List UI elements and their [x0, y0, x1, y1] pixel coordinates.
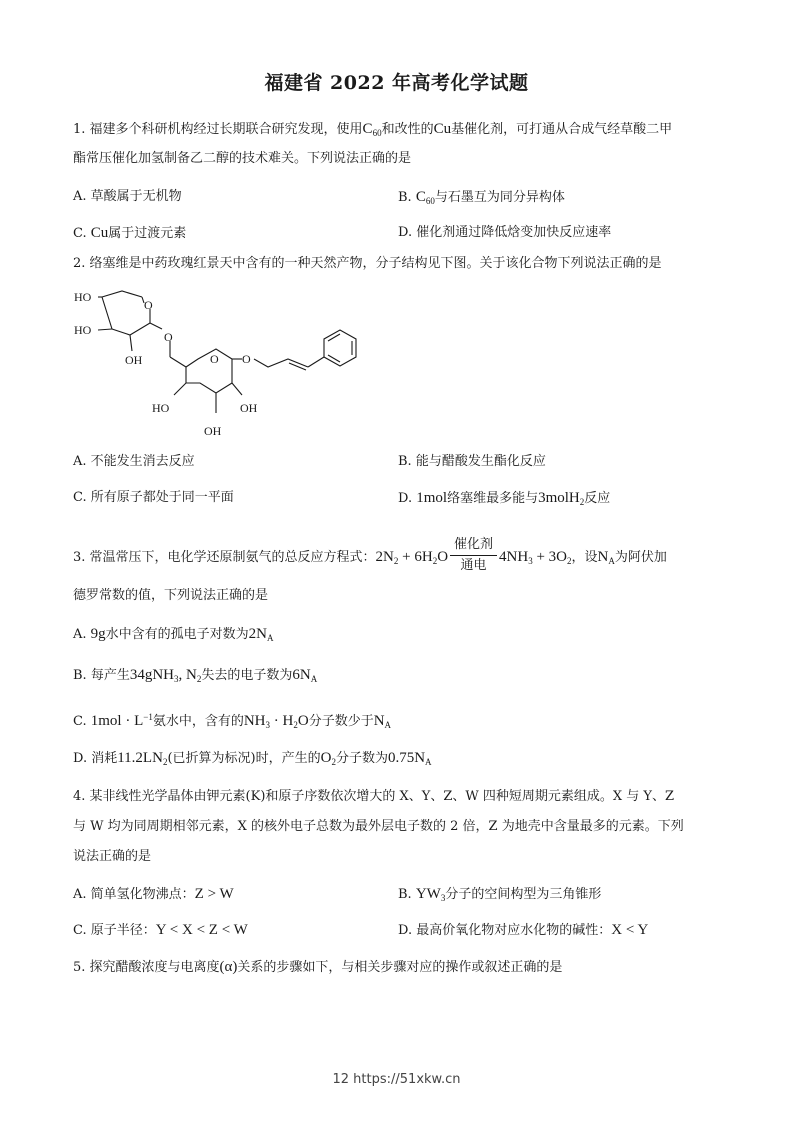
q5-stem — [73, 959, 733, 976]
q1-text-b: 和改性的 — [381, 122, 434, 137]
q3-optc-nh: NH — [243, 713, 266, 729]
q2-optd-1mol: 1mol — [416, 490, 448, 506]
label-o-ring-2: O — [210, 352, 219, 366]
q5-stem-b: 关系的步骤如下，与相关步骤对应的操作或叙述正确的是 — [237, 960, 563, 975]
upper-ring-bond-5 — [102, 297, 112, 329]
q1-optc-pre: C. — [73, 226, 91, 241]
q3-optb-pre: B. 每产生 — [73, 668, 130, 683]
q3-optd-o2-sub: 2 — [331, 757, 336, 767]
q3-option-d — [73, 750, 733, 770]
q3-na: N — [597, 549, 609, 565]
lower-ring-top — [186, 349, 232, 367]
reaction-condition: 通电 — [460, 558, 487, 573]
q3-stem-line1 — [73, 537, 733, 575]
q1-option-d: D. 催化剂通过降低焓变加快反应速率 — [398, 225, 612, 240]
eq-o: O — [437, 549, 449, 565]
q3-opta-sub: A — [267, 633, 274, 643]
q3-optc-nh-sub: 3 — [265, 720, 271, 730]
q2-optd-3molh: 3molH — [538, 490, 580, 506]
q3-optc-o: O — [297, 713, 309, 729]
q4-opta-math: Z > W — [194, 886, 234, 902]
q4-optc-pre: C. 原子半径： — [73, 923, 156, 938]
q1-option-b — [398, 189, 565, 209]
label-o-link: O — [164, 330, 173, 344]
eq-2n: 2N — [375, 549, 394, 565]
q1-text-a: 1. 福建多个科研机构经过长期联合研究发现，使用 — [73, 122, 363, 137]
q3-optd-mid2: 分子数为 — [335, 751, 388, 766]
q1-c60 — [363, 121, 382, 137]
eq-4nh: 4NH — [499, 549, 529, 565]
q3-optc-pre: C. — [73, 714, 91, 729]
q4-option-d — [398, 922, 648, 939]
q3-optb-nh3: 34gNH — [129, 667, 174, 683]
o-link-bond-1 — [150, 323, 162, 329]
q3-stem-a: 3. 常温常压下，电化学还原制氨气的总反应方程式： — [73, 550, 376, 565]
q1-stem-line1 — [73, 121, 733, 141]
q4-optc-math: Y < X < Z < W — [155, 922, 248, 938]
label-oh-1: OH — [125, 353, 143, 367]
q1-c60-base: C — [362, 121, 373, 137]
q3-stem-c: 为阿伏加 — [614, 550, 667, 565]
q1-optb-c: C — [415, 189, 426, 205]
eq-6h-sub: 2 — [432, 556, 438, 566]
q4-opta-pre: A. 简单氢化物沸点： — [73, 887, 195, 902]
label-o-ring-1: O — [144, 298, 153, 312]
ch2-bond — [170, 357, 186, 367]
q1-optc-post: 属于过渡元素 — [108, 226, 187, 241]
ho2-bond — [98, 329, 112, 330]
allyl-chain — [254, 359, 308, 367]
q1-optb-post: 与石墨互为同分异构体 — [434, 190, 565, 205]
q3-optd-o2: O — [320, 750, 332, 766]
lower-ring-bottom — [186, 367, 232, 393]
q1-option-a: A. 草酸属于无机物 — [73, 189, 182, 204]
q2-optd-h2-sub: 2 — [579, 497, 585, 507]
q4-stem-line1: 4. 某非线性光学晶体由钾元素(K)和原子序数依次增大的 X、Y、Z、W 四种短周期元素组成。X 与 Y、Z — [73, 789, 675, 804]
label-o-glycoside: O — [242, 352, 251, 366]
q3-stem-line2: 德罗常数的值，下列说法正确的是 — [73, 588, 269, 603]
q3-optc-val-sub: A — [384, 720, 392, 730]
label-oh-2: OH — [240, 401, 258, 415]
q2-option-c: C. 所有原子都处于同一平面 — [73, 490, 234, 505]
reaction-arrow — [450, 538, 497, 573]
q3-optc-sup: −1 — [143, 712, 153, 722]
q4-optd-math: X < Y — [611, 922, 649, 938]
label-ho-2: HO — [74, 323, 92, 337]
q1-c60-sub: 60 — [372, 128, 382, 138]
q3-optb-val-sub: A — [310, 674, 318, 684]
q2-option-a: A. 不能发生消去反应 — [73, 454, 195, 469]
q3-equation — [376, 549, 448, 565]
oh1-bond — [130, 335, 132, 351]
label-ho-3: HO — [152, 401, 170, 415]
rosavin-structure-diagram — [70, 283, 370, 443]
page-title: 福建省 2022 年高考化学试题 — [264, 72, 529, 94]
q3-optd-val-sub: A — [425, 757, 432, 767]
q3-optd-vol-sub: 2 — [162, 757, 168, 767]
eq-6h: + 6H — [398, 549, 433, 565]
eq-2n-sub: 2 — [393, 556, 399, 566]
q3-optc-h: · H — [270, 713, 294, 729]
q4-optb-sub: 3 — [440, 893, 446, 903]
q3-option-c — [73, 709, 733, 733]
q3-na-sub: A — [608, 556, 615, 566]
benzene-inner-1 — [328, 334, 340, 341]
q3-optc-h-sub: 2 — [293, 720, 298, 730]
page-footer: 12 https://51xkw.cn — [332, 1072, 461, 1087]
q3-optb-val: 6N — [292, 667, 311, 683]
q3-opta-val: 2N — [248, 626, 268, 642]
label-oh-3: OH — [204, 424, 222, 438]
q3-optb-nh3-sub: 3 — [174, 674, 179, 684]
q4-stem-line3: 说法正确的是 — [73, 849, 152, 864]
q3-optd-vol: 11.2LN — [117, 750, 163, 766]
double-bond-line — [289, 363, 306, 370]
q1-optc-cu: Cu — [90, 225, 109, 241]
q3-optc-mid: 氨水中，含有的 — [152, 714, 244, 729]
eq-3o: + 3O — [532, 549, 568, 565]
q2-optd-mid: 络塞维最多能与 — [447, 491, 539, 506]
q1-text-c: 基催化剂，可打通从合成气经草酸二甲 — [451, 122, 673, 137]
q3-optd-mid: (已折算为标况)时，产生的 — [167, 751, 321, 766]
q3-optb-n2-sub: 2 — [196, 674, 202, 684]
reaction-catalyst: 催化剂 — [450, 538, 497, 556]
q1-stem-line2: 酯常压催化加氢制备乙二醇的技术难关。下列说法正确的是 — [73, 151, 412, 166]
q3-optc-conc: 1mol · L — [90, 713, 144, 729]
q1-optb-pre: B. — [398, 190, 416, 205]
phenyl-link — [308, 357, 324, 367]
q3-optb-n2: , N — [178, 667, 197, 683]
q3-option-b — [73, 667, 733, 687]
q4-optb-yw: YW — [415, 886, 441, 902]
q3-optd-pre: D. 消耗 — [73, 751, 118, 766]
q3-optd-val: 0.75N — [387, 750, 426, 766]
q2-option-b: B. 能与醋酸发生酯化反应 — [398, 454, 546, 469]
q3-optc-mid2: 分子数少于 — [308, 714, 374, 729]
q2-stem: 2. 络塞维是中药玫瑰红景天中含有的一种天然产物，分子结构见下图。关于该化合物下列说法正确的是 — [73, 256, 662, 271]
q4-optb-post: 分子的空间构型为三角锥形 — [445, 887, 602, 902]
q4-optd-pre: D. 最高价氧化物对应水化物的碱性： — [398, 923, 612, 938]
q4-optb-pre: B. — [398, 887, 416, 902]
q3-opta-mid: 水中含有的孤电子对数为 — [105, 627, 249, 642]
upper-ring-bond-1 — [102, 291, 142, 297]
q3-opta-9g: 9g — [90, 626, 106, 642]
q3-optc-val: N — [373, 713, 385, 729]
benzene-inner-3 — [328, 355, 340, 362]
q4-stem-line2: 与 W 均为同周期相邻元素，X 的核外电子总数为最外层电子数的 2 倍，Z 为地壳中含量最多的元素。下列 — [73, 819, 684, 834]
q2-optd-pre: D. — [398, 491, 417, 506]
q3-opta-pre: A. — [73, 627, 91, 642]
oh2-bond — [232, 383, 242, 395]
label-ho-1: HO — [74, 290, 92, 304]
q5-stem-a: 5. 探究醋酸浓度与电离度 — [73, 960, 220, 975]
benzene-ring — [324, 330, 356, 366]
q2-optd-post: 反应 — [584, 491, 611, 506]
q2-option-d — [398, 490, 610, 510]
q3-optb-mid: 失去的电子数为 — [201, 668, 293, 683]
ho3-bond — [174, 383, 186, 395]
eq-3o-sub: 2 — [567, 556, 572, 566]
q4-option-b — [398, 886, 601, 906]
q3-stem-b: ，设 — [571, 550, 598, 565]
upper-ring-bond-4 — [112, 323, 150, 335]
q5-alpha: (α) — [219, 959, 238, 975]
q1-optb-sub: 60 — [425, 196, 435, 206]
q1-cu: Cu — [433, 121, 452, 137]
eq-4nh-sub: 3 — [528, 556, 533, 566]
q3-option-a — [73, 626, 733, 646]
